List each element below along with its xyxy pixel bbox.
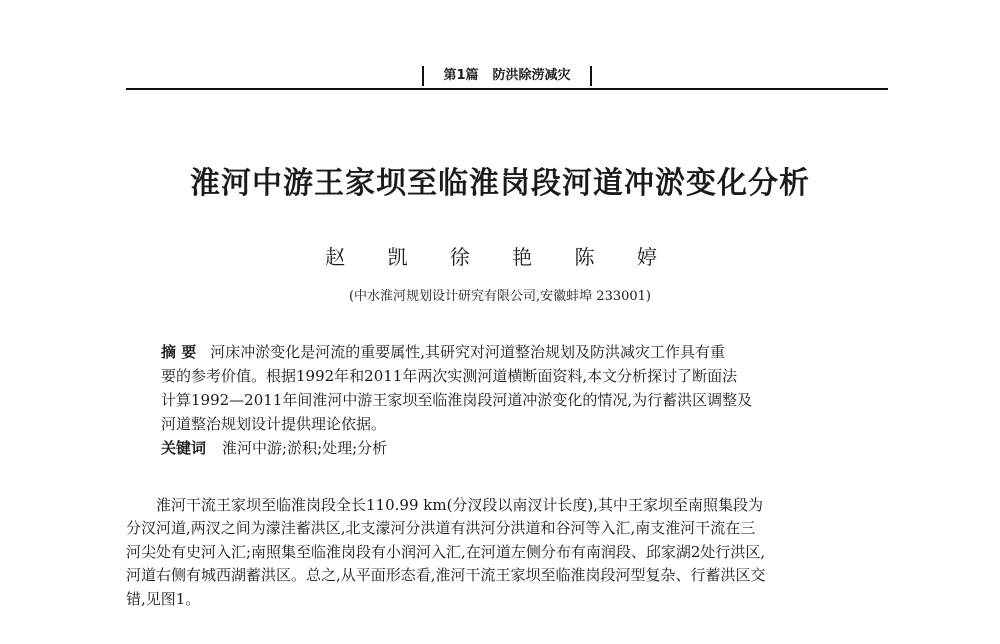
- affiliation: (中水淮河规划设计研究有限公司,安徽蚌埠 233001): [348, 289, 652, 304]
- body-paragraph: [126, 494, 888, 611]
- header-rule: [126, 88, 888, 90]
- abstract-section: [161, 340, 861, 460]
- body-text-1: 淮河干流王家坝至临淮岗段全长110.99 km(分汊段以南汊计长度),其中王家坝至南照集段为: [156, 496, 764, 514]
- abstract-line-3: 计算1992—2011年间淮河中游王家坝至临淮岗段河道冲淤变化的情况,为行蓄洪区调整及: [161, 391, 753, 409]
- header-section: 第1篇: [443, 68, 479, 83]
- abstract-line-1: [161, 340, 861, 364]
- body-line-1: [126, 494, 888, 517]
- abstract-line-2: 要的参考价值。根据1992年和2011年两次实测河道横断面资料,本文分析探讨了断面法: [161, 367, 738, 385]
- keywords-label: 关键词: [161, 439, 207, 457]
- keywords-line: [161, 436, 861, 460]
- abstract-label: 摘 要: [161, 343, 197, 361]
- body-line-4: 河道右侧有城西湖蓄洪区。总之,从平面形态看,淮河干流王家坝至临淮岗段河型复杂、行蓄洪区交: [126, 566, 766, 585]
- keywords-text: 淮河中游;淤积;处理;分析: [222, 439, 388, 457]
- authors: 赵 凯 徐 艳 陈 婷: [325, 245, 675, 269]
- body-line-5: 错,见图1。: [126, 589, 201, 608]
- header-topic: 防洪除涝减灾: [492, 68, 571, 83]
- abstract-line-4: 河道整治规划设计提供理论依据。: [161, 415, 387, 433]
- abstract-text-1: 河床冲淤变化是河流的重要属性,其研究对河道整治规划及防洪减灾工作具有重: [210, 343, 726, 361]
- body-line-2: 分汊河道,两汊之间为濛洼蓄洪区,北支濛河分洪道有洪河分洪道和谷河等入汇,南支淮河干流在三: [126, 519, 756, 538]
- running-header: [422, 66, 592, 86]
- body-line-3: 河尖处有史河入汇;南照集至临淮岗段有小润河入汇,在河道左侧分布有南润段、邱家湖2处行洪区,: [126, 542, 766, 561]
- paper-title: 淮河中游王家坝至临淮岗段河道冲淤变化分析: [190, 166, 810, 201]
